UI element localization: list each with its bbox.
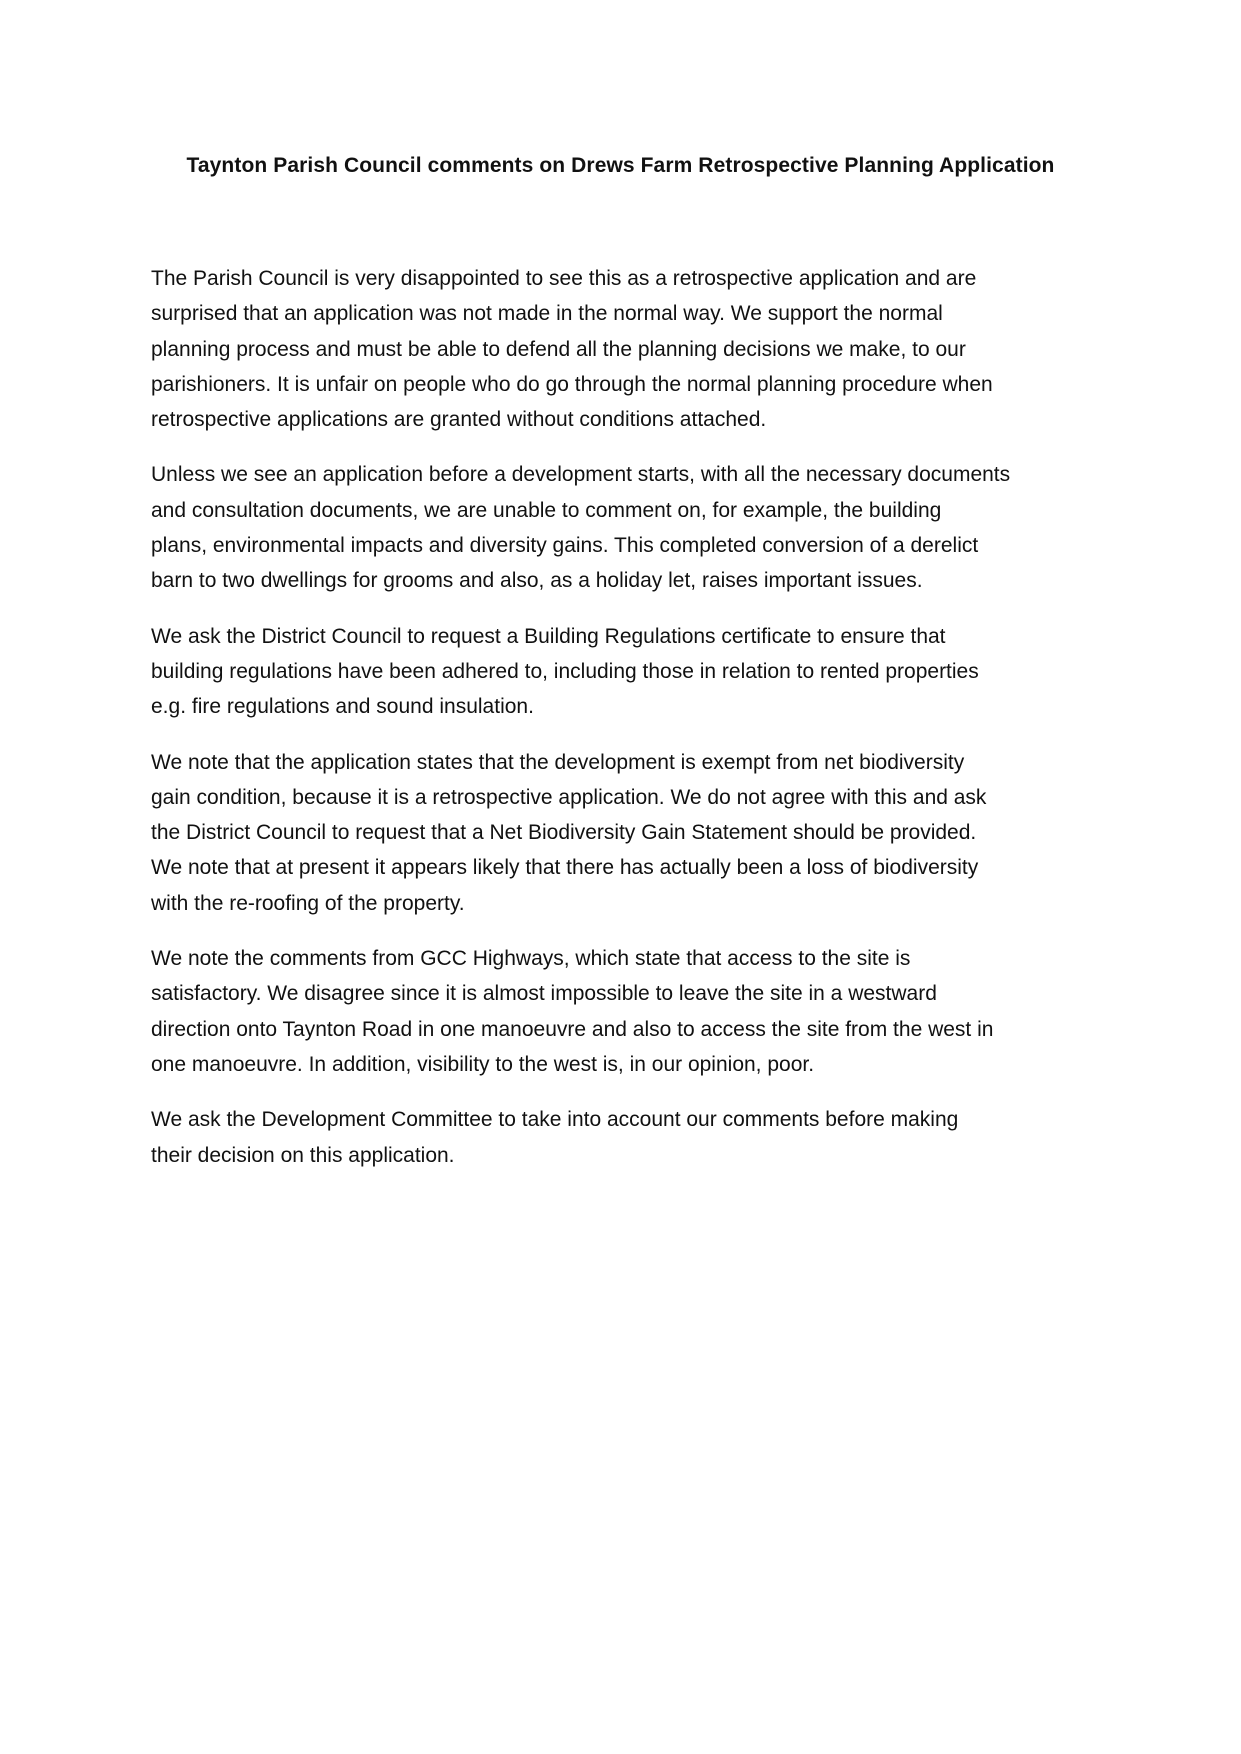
paragraph-unable-to-comment: Unless we see an application before a development starts, with all the necessary documents and consultation documents, we are unable to comment on, for example, the building plans, environmental impacts and diversity gains. This completed conversion of a derelict barn to two dwellings for grooms and also, as a holiday let, raises important issues. [151,463,1011,593]
document-body [151,261,1101,1193]
document-title: Taynton Parish Council comments on Drews Farm Retrospective Planning Application [186,154,1055,177]
paragraph-biodiversity-gain: We note that the application states that the development is exempt from net biodiversity gain condition, because it is a retrospective application. We do not agree with this and ask the District Council to request that a Net Biodiversity Gain Statement should be provided. We note that at present it appears likely that there has actually been a loss of biodiversity with the re-roofing of the property. [151,750,987,915]
paragraph-highways-access: We note the comments from GCC Highways, which state that access to the site is satisfactory. We disagree since it is almost impossible to leave the site in a westward direction onto Taynton Road in one manoeuvre and also to access the site from the west in one manoeuvre. In addition, visibility to the west is, in our opinion, poor. [151,947,994,1076]
paragraph-building-regulations: We ask the District Council to request a Building Regulations certificate to ensure that building regulations have been adhered to, including those in relation to rented properties e.g. fire regulations and sound insulation. [151,624,979,719]
paragraph-retrospective-disappointment: The Parish Council is very disappointed to see this as a retrospective application and are surprised that an application was not made in the normal way. We support the normal planning process and must be able to defend all the planning decisions we make, to our parishioners. It is unfair on people who do go through the normal planning procedure when retrospective applications are granted without conditions attached. [151,267,993,432]
paragraph-closing-request: We ask the Development Committee to take into account our comments before making their decision on this application. [151,1108,959,1167]
